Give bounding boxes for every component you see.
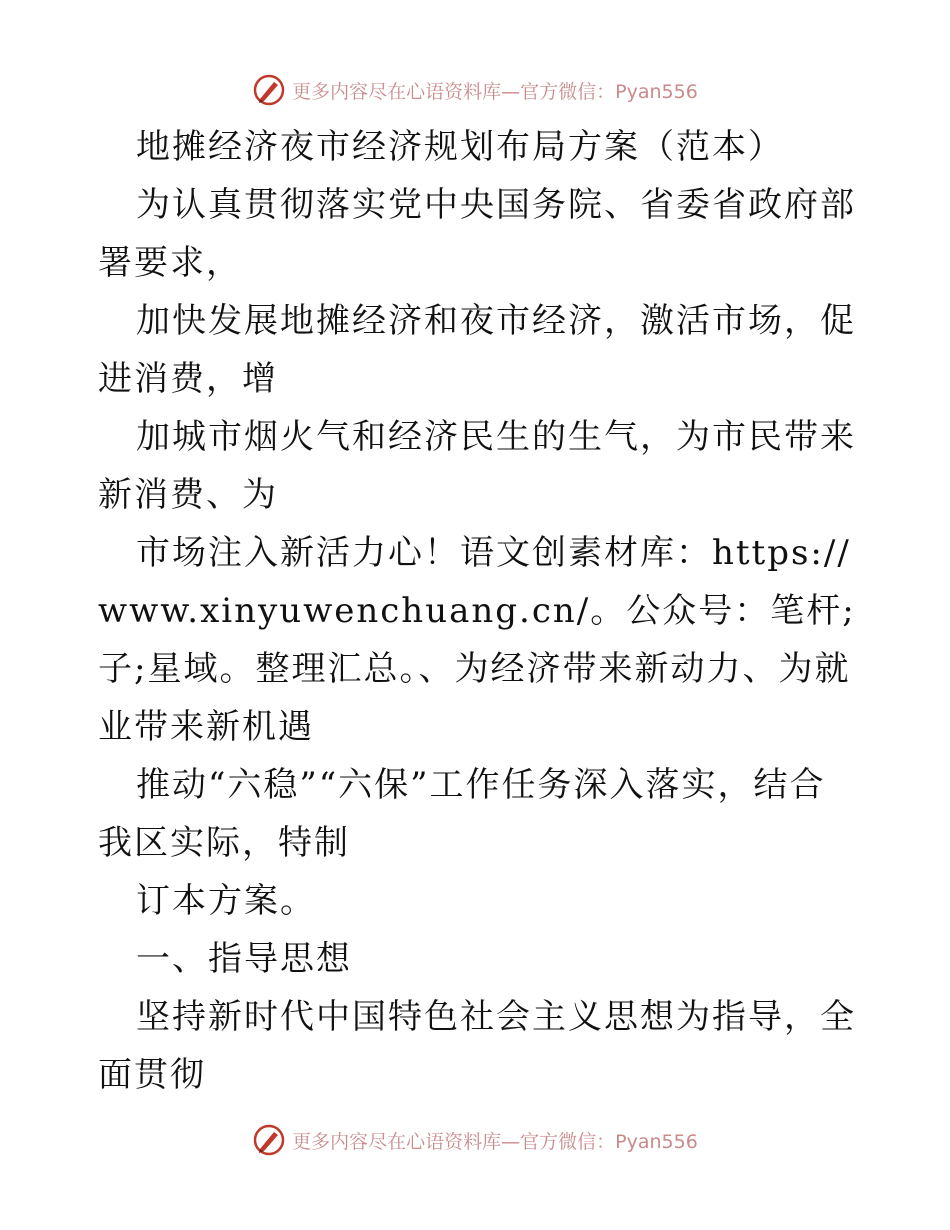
doc-paragraph: 加快发展地摊经济和夜市经济，激活市场，促进消费，增 (98, 301, 856, 399)
watermark-text: 更多内容尽在心语资料库—官方微信：Pyan556 (292, 80, 698, 103)
pen-logo-icon (252, 73, 286, 107)
doc-paragraph: 市场注入新活力心！语文创素材库：https://www.xinyuwenchuang.cn/。公众号：笔杆;子;星域。整理汇总。、为经济带来新动力、为就业带来新机遇 (98, 533, 856, 747)
doc-paragraph: 加城市烟火气和经济民生的生气，为市民带来新消费、为 (98, 417, 856, 515)
doc-title: 地摊经济夜市经济规划布局方案（范本） (136, 127, 784, 167)
header-watermark (0, 70, 950, 110)
doc-paragraph: 订本方案。 (136, 881, 316, 921)
doc-paragraph: 为认真贯彻落实党中央国务院、省委省政府部署要求， (98, 185, 856, 283)
document-body (98, 118, 858, 1104)
watermark-text: 更多内容尽在心语资料库—官方微信：Pyan556 (292, 1130, 698, 1153)
doc-paragraph: 推动“六稳”“六保”工作任务深入落实，结合我区实际，特制 (98, 765, 826, 863)
doc-paragraph: 坚持新时代中国特色社会主义思想为指导，全面贯彻 (98, 997, 856, 1095)
footer-watermark (0, 1120, 950, 1160)
pen-logo-icon (252, 1123, 286, 1157)
section-heading: 一、指导思想 (136, 939, 352, 979)
